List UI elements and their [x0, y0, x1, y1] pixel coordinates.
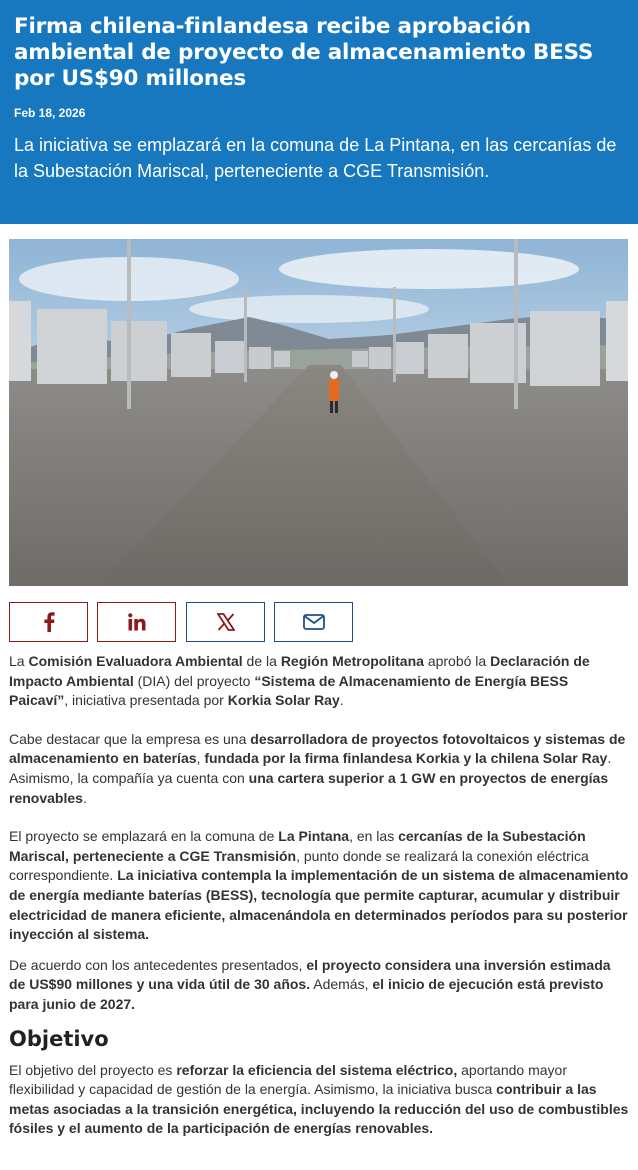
- article-subtitle: La iniciativa se emplazará en la comuna de La Pintana, en las cercanías de la Subestación Mariscal, perteneciente a CGE Transmisión.: [14, 135, 617, 181]
- paragraph-2: Cabe destacar que la empresa es una desarrolladora de proyectos fotovoltaicos y sistemas de almacenamiento en baterías, fundada por la firma finlandesa Korkia y la chilena Solar Ray. Asimismo, la compañía ya cuenta con una cartera superior a 1 GW en proyectos de energías renovables.: [9, 730, 626, 806]
- article-body: [9, 652, 629, 1158]
- facebook-icon: [43, 612, 55, 632]
- paragraph-4: De acuerdo con los antecedentes presentados, el proyecto considera una inversión estimada de US$90 millones y una vida útil de 30 años. Además, el inicio de ejecución está previsto para junio de 2027.: [9, 956, 611, 1012]
- paragraph-3: El proyecto se emplazará en la comuna de La Pintana, en las cercanías de la Subestación Mariscal, perteneciente a CGE Transmisión, punto donde se realizará la conexión eléctrica correspondiente. La iniciativa contempla la implementación de un sistema de almacenamiento de energía mediante baterías (BESS), tecnología que permite capturar, acumular y distribuir electricidad de manera eficiente, almacenándola en determinados períodos para su posterior inyección al sistema.: [9, 828, 629, 943]
- linkedin-icon: [128, 613, 146, 631]
- paragraph-1: La Comisión Evaluadora Ambiental de la Región Metropolitana aprobó la Declaración de Impacto Ambiental (DIA) del proyecto “Sistema de Almacenamiento de Energía BESS Paicaví”, iniciativa presentada por Korkia Solar Ray.: [9, 653, 590, 709]
- x-icon: [217, 613, 235, 631]
- article-header: [0, 0, 638, 224]
- mail-icon: [303, 614, 325, 630]
- share-x-button[interactable]: [186, 602, 265, 642]
- section-heading-objetivo: Objetivo: [9, 1026, 109, 1051]
- hero-image: [9, 239, 628, 586]
- publish-date: Feb 18, 2026: [14, 106, 86, 120]
- battery-storage-site-photo: [9, 239, 628, 586]
- share-linkedin-button[interactable]: [97, 602, 176, 642]
- share-facebook-button[interactable]: [9, 602, 88, 642]
- share-email-button[interactable]: [274, 602, 353, 642]
- article-title: Firma chilena-finlandesa recibe aprobación ambiental de proyecto de almacenamiento BESS por US$90 millones: [14, 14, 594, 91]
- paragraph-5: El objetivo del proyecto es reforzar la eficiencia del sistema eléctrico, aportando mayor flexibilidad y capacidad de gestión de la energía. Asimismo, la iniciativa busca contribuir a las metas asociadas a la transición energética, incluyendo la reducción del uso de combustibles fósiles y el aumento de la participación de energías renovables.: [9, 1061, 629, 1137]
